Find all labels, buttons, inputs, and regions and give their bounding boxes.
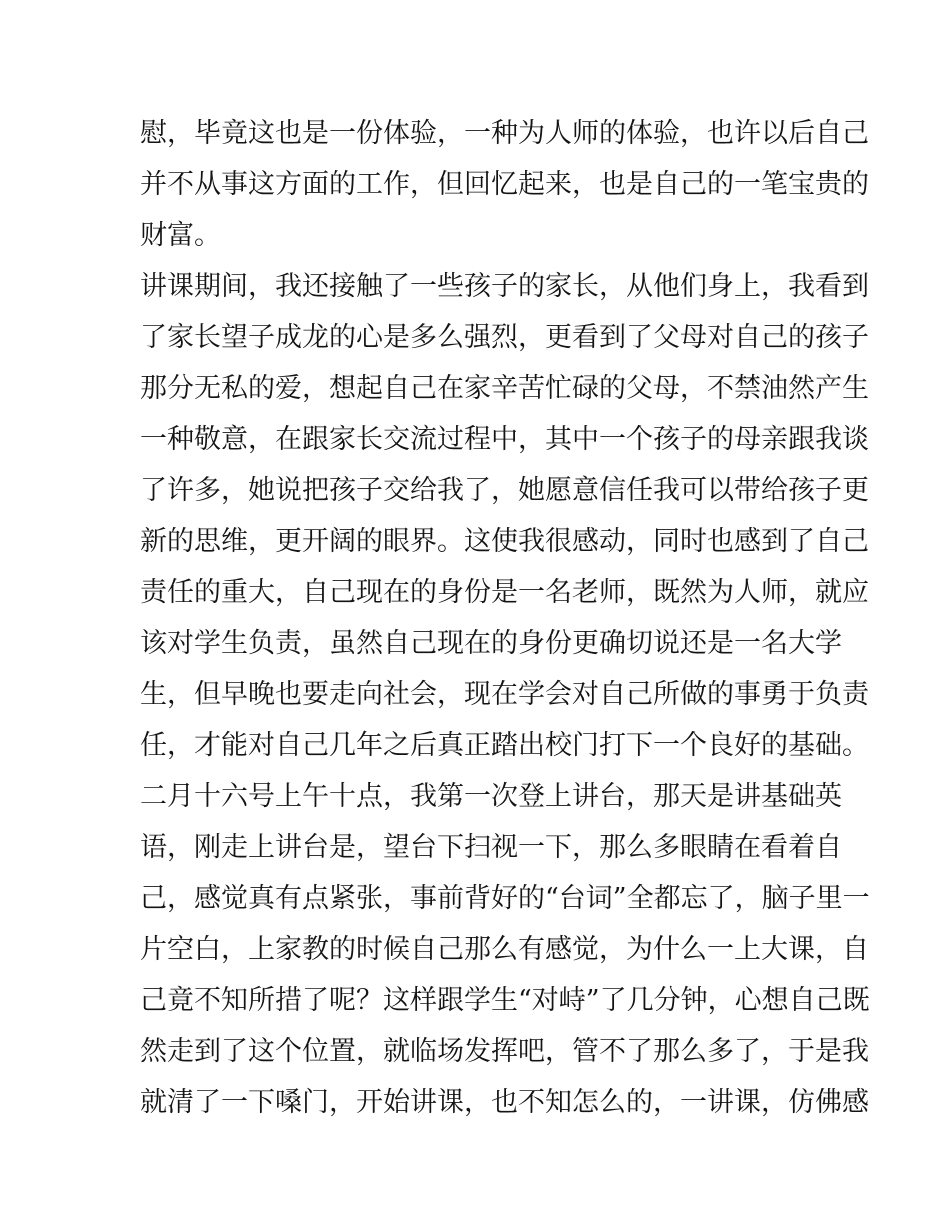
text-line: 新的思维，更开阔的眼界。这使我很感动，同时也感到了自己 — [140, 526, 869, 557]
text-line: 慰，毕竟这也是一份体验，一种为人师的体验，也许以后自己 — [140, 118, 869, 149]
text-line: 二月十六号上午十点，我第一次登上讲台，那天是讲基础英 — [140, 781, 842, 812]
text-line: 了家长望子成龙的心是多么强烈，更看到了父母对自己的孩子 — [140, 322, 869, 353]
text-line: 己，感觉真有点紧张，事前背好的“台词”全都忘了，脑子里一 — [140, 883, 870, 914]
text-line: 任，才能对自己几年之后真正踏出校门打下一个良好的基础。 — [140, 730, 869, 761]
text-line: 财富。 — [140, 220, 221, 251]
text-line: 己竟不知所措了呢？这样跟学生“对峙”了几分钟，心想自己既 — [140, 985, 870, 1016]
body-text — [140, 108, 870, 1128]
text-line: 讲课期间，我还接触了一些孩子的家长，从他们身上，我看到 — [140, 271, 869, 302]
text-line: 该对学生负责，虽然自己现在的身份更确切说还是一名大学 — [140, 628, 842, 659]
text-line: 一种敬意，在跟家长交流过程中，其中一个孩子的母亲跟我谈 — [140, 424, 869, 455]
text-line: 就清了一下嗓门，开始讲课，也不知怎么的，一讲课，仿佛感 — [140, 1087, 869, 1118]
text-line: 并不从事这方面的工作，但回忆起来，也是自己的一笔宝贵的 — [140, 169, 869, 200]
text-line: 那分无私的爱，想起自己在家辛苦忙碌的父母，不禁油然产生 — [140, 373, 869, 404]
text-line: 语，刚走上讲台是，望台下扫视一下，那么多眼睛在看着自 — [140, 832, 842, 863]
text-line: 然走到了这个位置，就临场发挥吧，管不了那么多了，于是我 — [140, 1036, 869, 1067]
text-line: 责任的重大，自己现在的身份是一名老师，既然为人师，就应 — [140, 577, 869, 608]
text-line: 片空白，上家教的时候自己那么有感觉，为什么一上大课，自 — [140, 934, 869, 965]
text-line: 生，但早晚也要走向社会，现在学会对自己所做的事勇于负责 — [140, 679, 869, 710]
text-line: 了许多，她说把孩子交给我了，她愿意信任我可以带给孩子更 — [140, 475, 869, 506]
